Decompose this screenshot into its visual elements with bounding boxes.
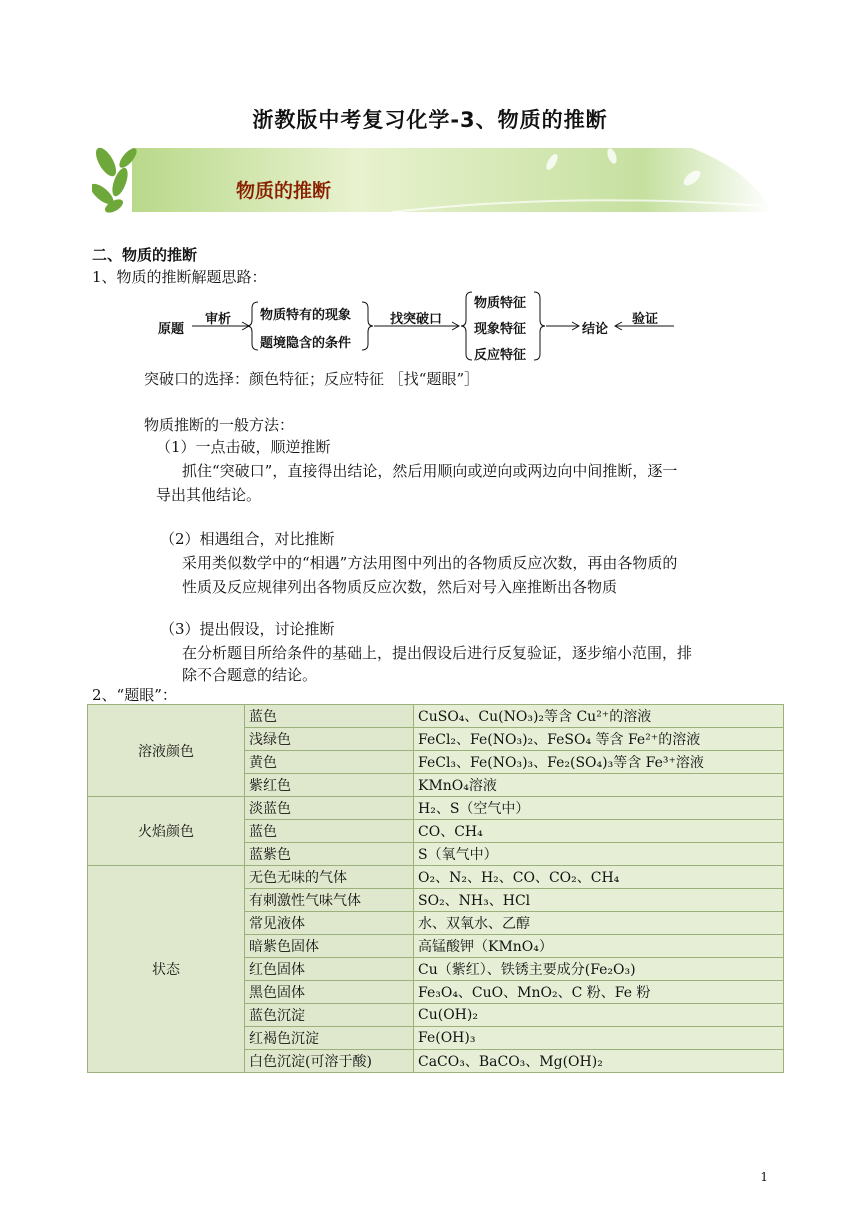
- flow-verify: 验证: [632, 312, 659, 327]
- name-cell: 浅绿色: [245, 728, 414, 751]
- name-cell: 有刺激性气味气体: [245, 889, 414, 912]
- page-title: 浙教版中考复习化学-3、物质的推断: [252, 108, 608, 132]
- description-cell: SO₂、NH₃、HCl: [414, 889, 784, 912]
- section-heading: 二、物质的推断: [92, 246, 198, 264]
- description-cell: S（氧气中）: [414, 843, 784, 866]
- method-3-body-line-2: 除不合题意的结论。: [182, 666, 318, 684]
- name-cell: 红褐色沉淀: [245, 1027, 414, 1050]
- category-cell: 状态: [88, 866, 245, 1073]
- description-cell: Cu(OH)₂: [414, 1004, 784, 1027]
- flow-analyze: 审析: [205, 312, 232, 327]
- page-number: 1: [760, 1170, 768, 1184]
- flow-phenomenon-1: 物质特有的现象: [260, 308, 352, 323]
- item-1-heading: 1、物质的推断解题思路：: [92, 268, 267, 286]
- table-row: [88, 705, 784, 728]
- breakthrough-choice: 突破口的选择：颜色特征；反应特征 ［找“题眼”］: [144, 370, 480, 388]
- description-cell: CO、CH₄: [414, 820, 784, 843]
- name-cell: 黑色固体: [245, 981, 414, 1004]
- name-cell: 蓝紫色: [245, 843, 414, 866]
- method-1-heading: （1）一点击破，顺逆推断: [156, 438, 331, 456]
- name-cell: 蓝色: [245, 820, 414, 843]
- table-row: [88, 866, 784, 889]
- method-title: 物质推断的一般方法：: [144, 416, 295, 434]
- method-2-body-line-2: 性质及反应规律列出各物质反应次数，然后对号入座推断出各物质: [182, 578, 618, 596]
- description-cell: 水、双氧水、乙醇: [414, 912, 784, 935]
- flow-feature-2: 现象特征: [474, 322, 527, 337]
- description-cell: Fe(OH)₃: [414, 1027, 784, 1050]
- description-cell: O₂、N₂、H₂、CO、CO₂、CH₄: [414, 866, 784, 889]
- flow-breakthrough: 找突破口: [390, 312, 443, 327]
- description-cell: KMnO₄溶液: [414, 774, 784, 797]
- description-cell: FeCl₃、Fe(NO₃)₃、Fe₂(SO₄)₃等含 Fe³⁺溶液: [414, 751, 784, 774]
- name-cell: 淡蓝色: [245, 797, 414, 820]
- key-indicator-table: [87, 704, 784, 1073]
- description-cell: H₂、S（空气中）: [414, 797, 784, 820]
- name-cell: 无色无味的气体: [245, 866, 414, 889]
- banner-decoration: [92, 142, 772, 218]
- description-cell: CaCO₃、BaCO₃、Mg(OH)₂: [414, 1050, 784, 1073]
- description-cell: Fe₃O₄、CuO、MnO₂、C 粉、Fe 粉: [414, 981, 784, 1004]
- name-cell: 常见液体: [245, 912, 414, 935]
- table-row: [88, 797, 784, 820]
- name-cell: 暗紫色固体: [245, 935, 414, 958]
- method-3-heading: （3）提出假设，讨论推断: [160, 620, 335, 638]
- name-cell: 红色固体: [245, 958, 414, 981]
- description-cell: CuSO₄、Cu(NO₃)₂等含 Cu²⁺的溶液: [414, 705, 784, 728]
- description-cell: Cu（紫红）、铁锈主要成分(Fe₂O₃): [414, 958, 784, 981]
- name-cell: 白色沉淀(可溶于酸): [245, 1050, 414, 1073]
- category-cell: 火焰颜色: [88, 797, 245, 866]
- flow-feature-3: 反应特征: [474, 348, 527, 363]
- name-cell: 紫红色: [245, 774, 414, 797]
- category-cell: 溶液颜色: [88, 705, 245, 797]
- name-cell: 黄色: [245, 751, 414, 774]
- flow-phenomenon-2: 题境隐含的条件: [260, 336, 352, 351]
- method-2-heading: （2）相遇组合，对比推断: [160, 530, 335, 548]
- flow-start: 原题: [158, 322, 185, 337]
- method-1-body-line-2: 导出其他结论。: [156, 486, 262, 504]
- description-cell: 高锰酸钾（KMnO₄）: [414, 935, 784, 958]
- method-2-body-line-1: 采用类似数学中的“相遇”方法用图中列出的各物质反应次数，再由各物质的: [182, 554, 678, 572]
- name-cell: 蓝色: [245, 705, 414, 728]
- method-1-body-line-1: 抓住“突破口”，直接得出结论，然后用顺向或逆向或两边向中间推断，逐一: [182, 462, 678, 480]
- method-3-body-line-1: 在分析题目所给条件的基础上，提出假设后进行反复验证，逐步缩小范围，排: [182, 644, 693, 662]
- flow-conclusion: 结论: [582, 322, 609, 337]
- item-2-heading: 2、“题眼”：: [92, 686, 177, 704]
- flow-feature-1: 物质特征: [474, 296, 527, 311]
- banner-label: 物质的推断: [236, 180, 332, 202]
- description-cell: FeCl₂、Fe(NO₃)₂、FeSO₄ 等含 Fe²⁺的溶液: [414, 728, 784, 751]
- name-cell: 蓝色沉淀: [245, 1004, 414, 1027]
